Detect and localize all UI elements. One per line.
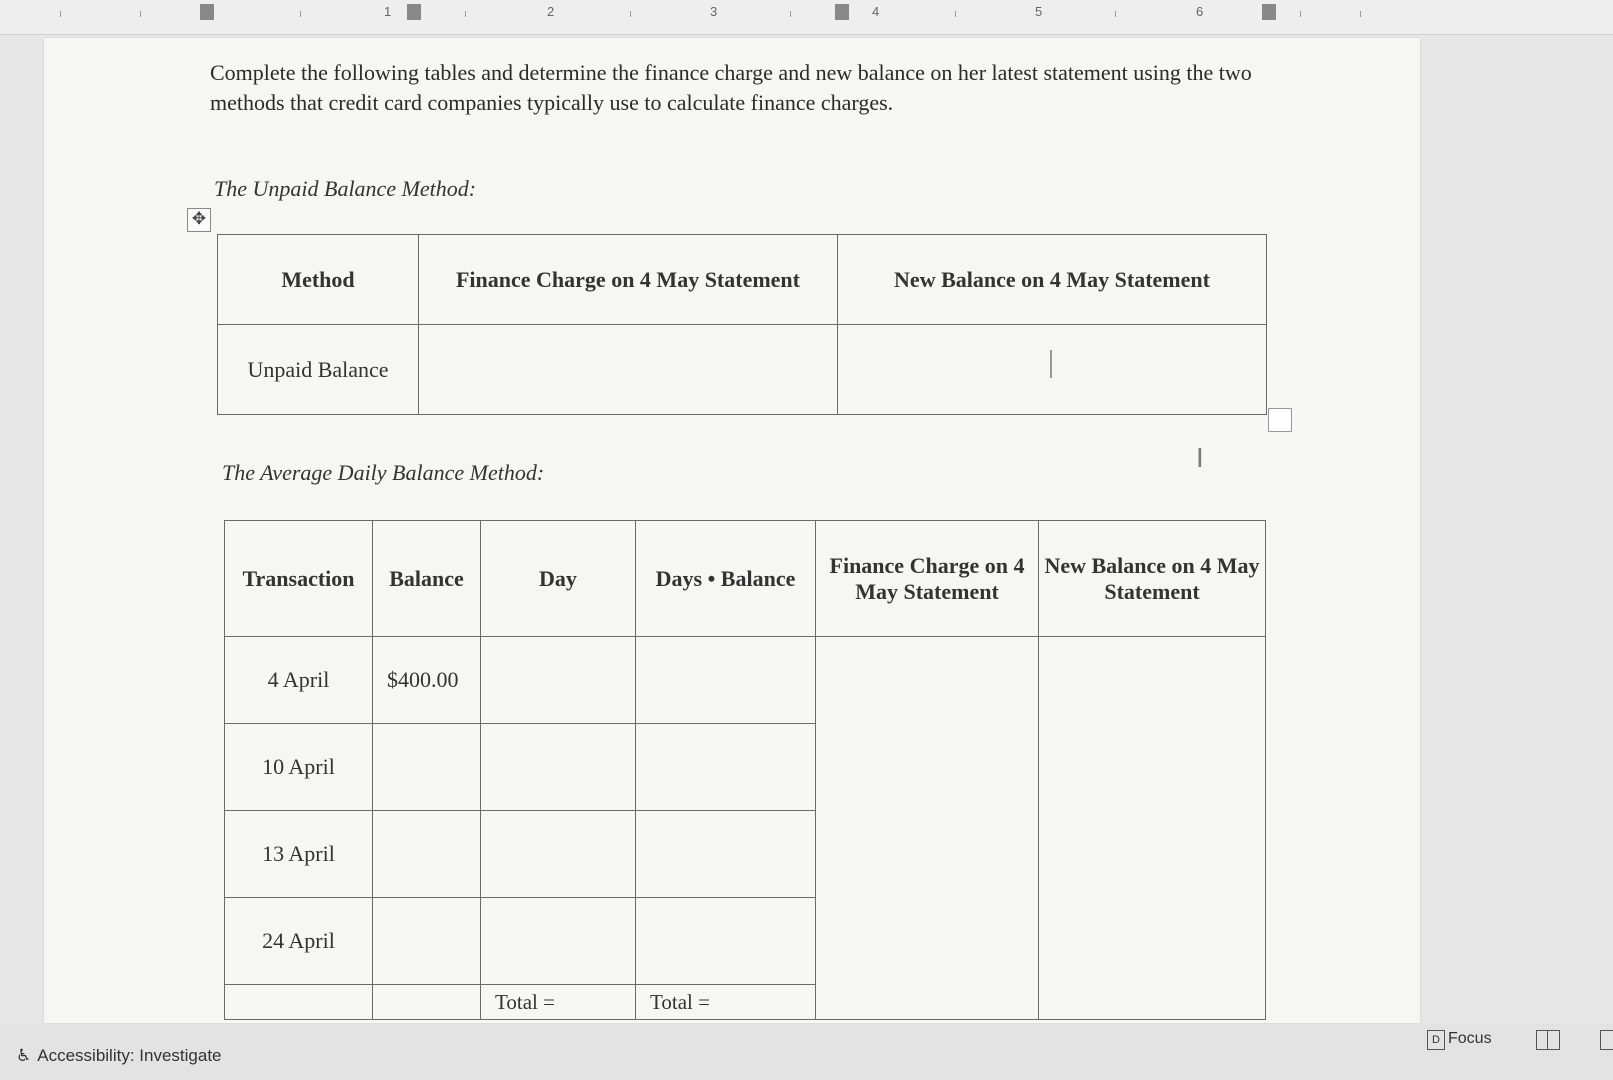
- days-balance-cell[interactable]: [636, 811, 816, 898]
- right-indent-marker[interactable]: [1262, 4, 1276, 20]
- focus-label: Focus: [1448, 1030, 1492, 1047]
- focus-icon: D: [1427, 1030, 1445, 1050]
- ruler-tick: [60, 11, 61, 17]
- status-bar: [0, 1024, 1613, 1080]
- days-balance-cell[interactable]: [636, 898, 816, 985]
- ruler-tick: [1300, 11, 1301, 17]
- ruler-mark-6: 6: [1196, 4, 1204, 19]
- ruler-tick: [140, 11, 141, 17]
- ruler-tick: [1115, 11, 1116, 17]
- ruler-tick: [465, 11, 466, 17]
- average-daily-balance-table[interactable]: [224, 520, 1266, 1020]
- balance-cell[interactable]: [373, 811, 481, 898]
- ruler-mark-3: 3: [710, 4, 718, 19]
- ibeam-cursor-icon: I: [1196, 444, 1204, 474]
- row-label-unpaid-balance[interactable]: Unpaid Balance: [218, 325, 419, 415]
- transaction-cell[interactable]: 10 April: [225, 724, 373, 811]
- header-new-balance[interactable]: New Balance on 4 May Statement: [838, 235, 1267, 325]
- horizontal-ruler[interactable]: [0, 0, 1613, 35]
- unpaid-balance-table[interactable]: [217, 234, 1267, 415]
- average-daily-balance-heading[interactable]: The Average Daily Balance Method:: [222, 460, 545, 485]
- header-finance-charge[interactable]: Finance Charge on 4 May Statement: [419, 235, 838, 325]
- ruler-mark-5: 5: [1035, 4, 1043, 19]
- transaction-cell[interactable]: 24 April: [225, 898, 373, 985]
- table-resize-handle[interactable]: [1268, 408, 1292, 432]
- header-new-balance[interactable]: New Balance on 4 May Statement: [1039, 521, 1266, 637]
- days-balance-cell[interactable]: [636, 724, 816, 811]
- transaction-cell[interactable]: 4 April: [225, 637, 373, 724]
- header-method[interactable]: Method: [218, 235, 419, 325]
- instructions-paragraph[interactable]: Complete the following tables and determine the finance charge and new balance on her latest statement using the two methods that credit card companies typically use to calculate finance charges.: [210, 60, 1252, 115]
- day-cell[interactable]: [481, 637, 636, 724]
- header-day[interactable]: Day: [481, 521, 636, 637]
- header-days-balance[interactable]: Days • Balance: [636, 521, 816, 637]
- ruler-tick: [790, 11, 791, 17]
- ruler-mark-4: 4: [872, 4, 880, 19]
- header-transaction[interactable]: Transaction: [225, 521, 373, 637]
- balance-cell[interactable]: [373, 724, 481, 811]
- ruler-tick: [300, 11, 301, 17]
- read-mode-icon[interactable]: [1536, 1030, 1560, 1050]
- finance-charge-cell[interactable]: [419, 325, 838, 415]
- ruler-tick: [630, 11, 631, 17]
- totals-empty-cell[interactable]: [225, 985, 373, 1020]
- totals-empty-cell[interactable]: [373, 985, 481, 1020]
- left-indent-marker[interactable]: [200, 4, 214, 20]
- transaction-cell[interactable]: 13 April: [225, 811, 373, 898]
- ruler-mark-1: 1: [384, 4, 392, 19]
- ruler-tick: [1360, 11, 1361, 17]
- day-cell[interactable]: [481, 724, 636, 811]
- days-balance-cell[interactable]: [636, 637, 816, 724]
- day-cell[interactable]: [481, 811, 636, 898]
- header-balance[interactable]: Balance: [373, 521, 481, 637]
- column-marker[interactable]: [835, 4, 849, 20]
- table-move-handle-icon[interactable]: ✥: [187, 208, 211, 232]
- column-marker[interactable]: [407, 4, 421, 20]
- new-balance-cell[interactable]: [838, 325, 1267, 415]
- accessibility-icon: ♿: [16, 1046, 32, 1066]
- unpaid-balance-heading[interactable]: The Unpaid Balance Method:: [214, 176, 477, 201]
- total-days-balance-cell[interactable]: Total =: [636, 985, 816, 1020]
- text-cursor: [1050, 350, 1052, 378]
- total-day-cell[interactable]: Total =: [481, 985, 636, 1020]
- balance-cell[interactable]: $400.00: [373, 637, 481, 724]
- focus-button[interactable]: [1427, 1030, 1492, 1050]
- day-cell[interactable]: [481, 898, 636, 985]
- ruler-tick: [955, 11, 956, 17]
- print-layout-icon[interactable]: [1600, 1030, 1613, 1050]
- accessibility-label: Accessibility: Investigate: [37, 1046, 222, 1065]
- header-finance-charge[interactable]: Finance Charge on 4 May Statement: [816, 521, 1039, 637]
- balance-cell[interactable]: [373, 898, 481, 985]
- ruler-mark-2: 2: [547, 4, 555, 19]
- new-balance-cell[interactable]: [1039, 637, 1266, 1020]
- accessibility-status[interactable]: [16, 1046, 222, 1066]
- finance-charge-cell[interactable]: [816, 637, 1039, 1020]
